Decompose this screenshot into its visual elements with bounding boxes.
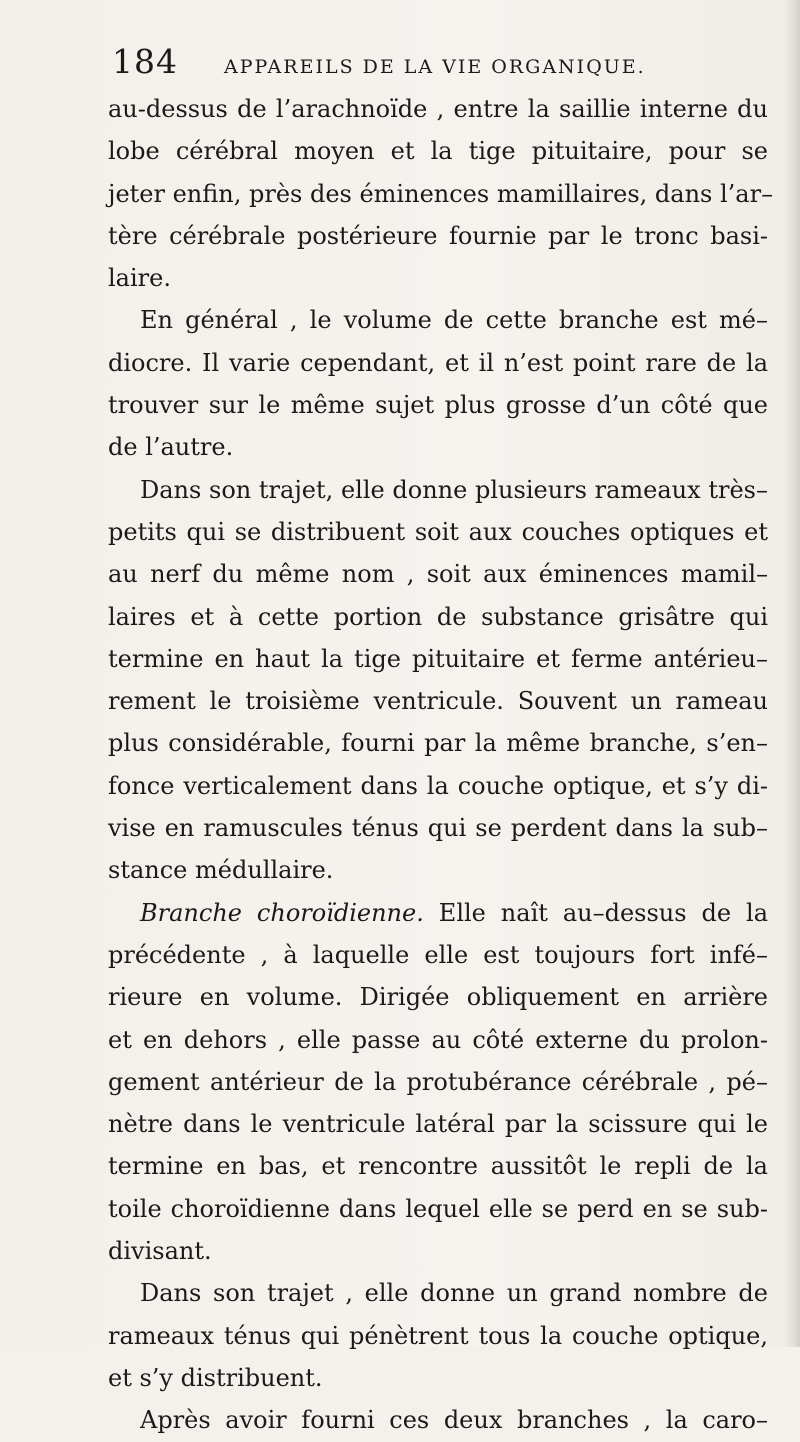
text-line: trouver sur le même sujet plus grosse d’un côté que (108, 391, 768, 420)
text-line: précédente , à laquelle elle est toujours fort infé– (108, 940, 768, 969)
running-head (112, 38, 712, 90)
body-text (108, 88, 774, 1442)
text-line: En général , le volume de cette branche est mé– (140, 306, 768, 335)
text-line: gement antérieur de la protubérance cérébrale , pé– (108, 1067, 768, 1096)
page-number: 184 (112, 42, 178, 81)
text-line: divisant. (108, 1237, 212, 1266)
text-line: laires et à cette portion de substance grisâtre qui (108, 602, 768, 631)
text-line: lobe cérébral moyen et la tige pituitaire, pour se (108, 137, 768, 166)
text-line: rieure en volume. Dirigée obliquement en arrière (108, 983, 768, 1012)
text-line: nètre dans le ventricule latéral par la scissure qui le (108, 1110, 768, 1139)
text-line: jeter enfin, près des éminences mamillaires, dans l’ar– (108, 179, 774, 208)
text-line: laire. (108, 264, 171, 293)
text-line: fonce verticalement dans la couche optique, et s’y di- (108, 771, 768, 800)
text-line: tère cérébrale postérieure fournie par le tronc basi- (108, 221, 768, 250)
text-line: toile choroïdienne dans lequel elle se perd en se sub- (108, 1194, 768, 1223)
text-line: et en dehors , elle passe au côté externe du prolon- (108, 1025, 768, 1054)
text-line: de l’autre. (108, 433, 234, 462)
text-line: vise en ramuscules ténus qui se perdent dans la sub– (108, 814, 768, 843)
text-line: rameaux ténus qui pénètrent tous la couche optique, (108, 1321, 768, 1350)
text-line: et s’y distribuent. (108, 1363, 323, 1392)
text-line: petits qui se distribuent soit aux couches optiques et (108, 517, 768, 546)
text-line: rement le troisième ventricule. Souvent un rameau (108, 687, 768, 716)
text-line: termine en bas, et rencontre aussitôt le repli de la (108, 1152, 768, 1181)
text-line: Dans son trajet , elle donne un grand nombre de (140, 1279, 768, 1308)
text-line: au-dessus de l’arachnoïde , entre la saillie interne du (108, 95, 768, 123)
text-line: Dans son trajet, elle donne plusieurs rameaux très– (140, 475, 768, 504)
text-line: diocre. Il varie cependant, et il n’est point rare de la (108, 348, 768, 377)
page-edge-shadow (784, 0, 800, 1347)
text-line: stance médullaire. (108, 856, 334, 885)
text-line: Après avoir fourni ces deux branches , la caro– (140, 1406, 768, 1435)
running-head-title: APPAREILS DE LA VIE ORGANIQUE. (224, 56, 646, 78)
section-heading: Branche choroïdienne. (140, 898, 424, 927)
text-line: termine en haut la tige pituitaire et ferme antérieu– (108, 644, 768, 673)
text-line: plus considérable, fourni par la même branche, s’en– (108, 729, 768, 758)
text-line: Branche choroïdienne. Elle naît au–dessus de la (140, 898, 769, 927)
text-line: au nerf du même nom , soit aux éminences mamil– (108, 560, 768, 589)
